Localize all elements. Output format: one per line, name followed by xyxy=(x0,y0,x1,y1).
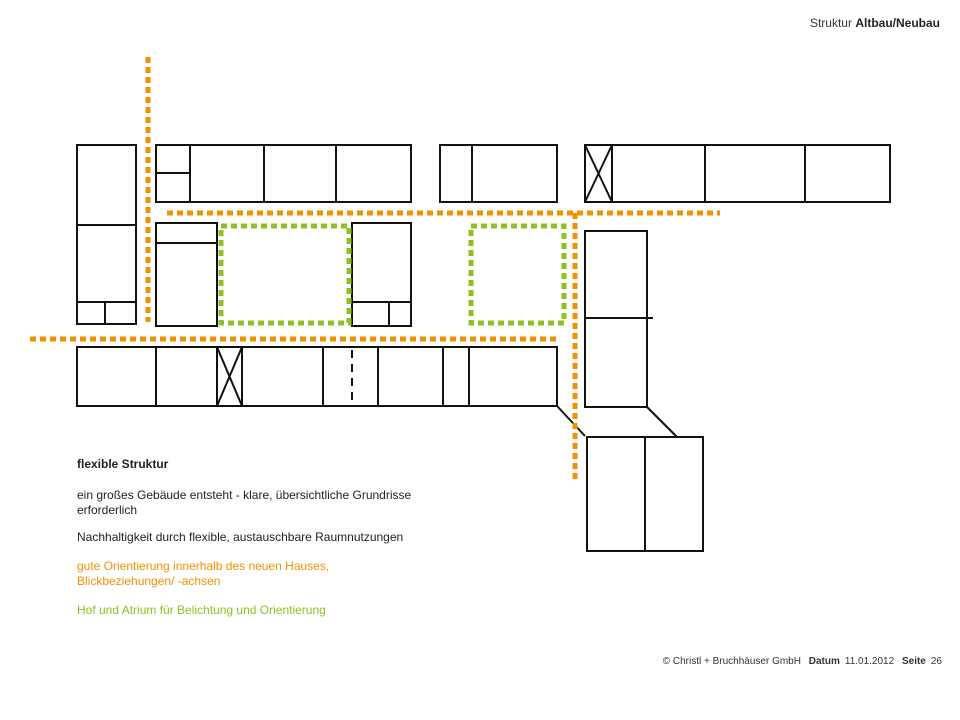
building-block-top-c xyxy=(585,145,890,202)
building-block-mid-right xyxy=(352,223,411,326)
building-block-top-a xyxy=(156,145,411,202)
footer-date-label: Datum xyxy=(808,656,840,667)
building-block-left xyxy=(77,145,136,324)
building-block-mid-left xyxy=(156,223,217,326)
building-block-bottom xyxy=(77,347,557,406)
paragraph-orientation: gute Orientierung innerhalb des neuen Hauses, Blickbeziehungen/ -achsen xyxy=(77,559,330,588)
footer-page-value: 26 xyxy=(930,656,942,667)
courtyard-right xyxy=(471,226,564,323)
paragraph-2: Nachhaltigkeit durch flexible, austauschbare Raumnutzungen xyxy=(77,530,404,544)
courtyard-left xyxy=(221,226,349,323)
footer-page-label: Seite xyxy=(901,656,926,667)
orange-axes xyxy=(30,57,720,481)
green-courtyards xyxy=(221,226,564,323)
paragraph-courtyard: Hof und Atrium für Belichtung und Orientierung xyxy=(77,603,326,617)
footer-date-value: 11.01.2012 xyxy=(844,656,895,667)
building-block-top-b xyxy=(440,145,557,202)
footer-copyright: © Christl + Bruchhäuser GmbH xyxy=(662,656,801,667)
header-prefix: Struktur xyxy=(809,16,856,30)
page-footer xyxy=(658,656,942,667)
section-title: flexible Struktur xyxy=(77,457,169,471)
header-title: Altbau/Neubau xyxy=(855,16,940,30)
paragraph-1: ein großes Gebäude entsteht - klare, übersichtliche Grundrisse erforderlich xyxy=(77,488,412,517)
